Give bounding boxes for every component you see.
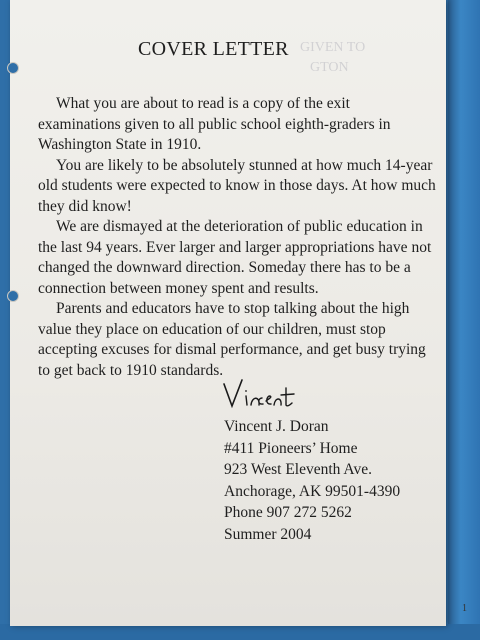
punch-hole [7, 290, 19, 302]
address-line: Anchorage, AK 99501-4390 [224, 482, 401, 500]
paragraph: You are likely to be absolutely stunned at how much 14-year old students were expected to know in those days. At how much they did know! [38, 156, 436, 215]
folder-bottom-edge [0, 624, 480, 640]
bleed-through-text: GIVEN TO [300, 40, 366, 55]
address-line: #411 Pioneers’ Home [224, 439, 358, 457]
letter-body [38, 94, 436, 381]
address-line: Summer 2004 [224, 525, 312, 543]
page-number: 1 [462, 603, 467, 614]
paragraph: Parents and educators have to stop talking about the high value they place on education of our children, must stop accepting excuses for dismal performance, and get busy trying to get back to 1910 standards. [38, 300, 426, 379]
address-line: Vincent J. Doran [224, 418, 329, 435]
bleed-through-text: GTON [310, 60, 349, 75]
folder-edge [448, 0, 480, 640]
paragraph: What you are about to read is a copy of the exit examinations given to all public school eighth-graders in Washington State in 1910. [38, 95, 391, 153]
paragraph: We are dismayed at the deterioration of public education in the last 94 years. Ever larger and larger appropriations have not changed the downward direction. Someday there has to be a connection between money spent and results. [38, 218, 432, 297]
page-title: COVER LETTER [138, 38, 289, 60]
address-line: 923 West Eleventh Ave. [224, 461, 372, 478]
address-line: Phone 907 272 5262 [224, 504, 352, 521]
sender-address [224, 416, 400, 545]
document-page [10, 0, 446, 626]
punch-hole [7, 62, 19, 74]
handwritten-signature [220, 378, 320, 412]
